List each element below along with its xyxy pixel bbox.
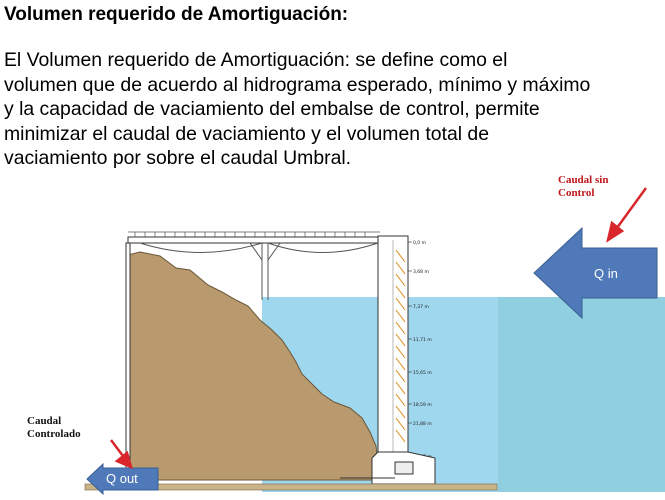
depth-mark: 15,65 m: [413, 371, 432, 376]
body-line: El Volumen requerido de Amortiguación: se define como el: [4, 49, 508, 71]
body-line: vaciamiento por sobre el caudal Umbral.: [4, 147, 352, 169]
caudal-controlado-label: Caudal Controlado: [27, 415, 81, 440]
q-in-label: Q in: [594, 266, 618, 281]
bridge-deck: [128, 237, 380, 243]
depth-mark: 0,0 m: [413, 241, 426, 246]
depth-mark: 3,68 m: [413, 270, 429, 275]
depth-mark: 21,88 m: [413, 422, 432, 427]
depth-mark: 18,59 m: [413, 403, 432, 408]
retaining-wall: [126, 243, 130, 481]
inflow-water-block: [497, 297, 665, 492]
body-line: minimizar el caudal de vaciamiento y el volumen total de: [4, 122, 490, 145]
bridge-railing: [128, 232, 380, 237]
q-out-label: Q out: [106, 471, 138, 486]
depth-mark: 11,71 m: [413, 338, 432, 343]
body-line: volumen que de acuerdo al hidrograma esperado, mínimo y máximo: [4, 73, 591, 96]
pointer-arrow-sin-control: [608, 188, 646, 240]
body-line: y la capacidad de vaciamiento del embalse de control, permite: [4, 98, 540, 120]
slide-title: Volumen requerido de Amortiguación:: [4, 4, 349, 25]
depth-mark: 7,37 m: [413, 305, 429, 310]
caudal-sin-control-label: Caudal sin Control: [558, 174, 609, 199]
